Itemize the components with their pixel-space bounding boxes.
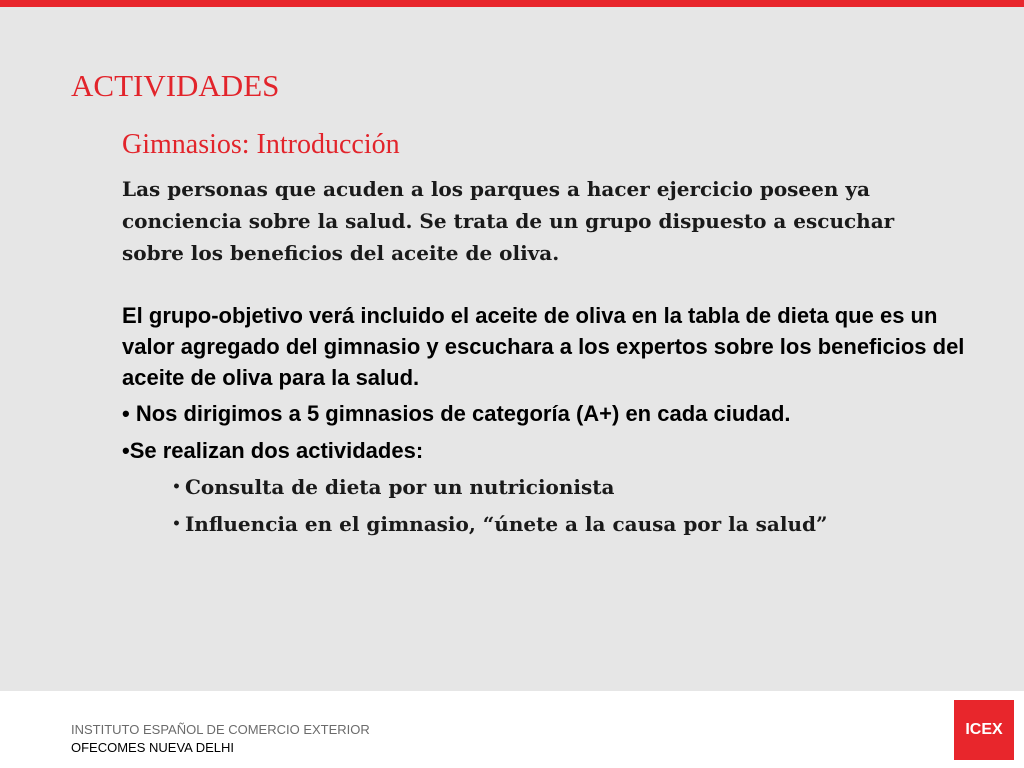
footer-office: OFECOMES NUEVA DELHI <box>71 740 235 755</box>
paragraph-target-group: El grupo-objetivo verá incluido el aceite de oliva en la tabla de dieta que es un valor agregado del gimnasio y escuchara a los expertos sobre los beneficios del aceite de oliva para la salud. <box>122 303 965 390</box>
bullet-activities: •Se realizan dos actividades: <box>122 438 424 463</box>
bullet-dot-icon: • <box>172 479 181 495</box>
slide-subtitle: Gimnasios: Introducción <box>122 129 400 160</box>
sub-bullet-text: Consulta de dieta por un nutricionista <box>184 475 615 499</box>
sub-bullet-item <box>172 509 992 539</box>
icex-logo: ICEX <box>954 700 1014 760</box>
footer <box>0 691 1024 768</box>
top-accent-bar <box>0 0 1024 7</box>
bullet-gyms: • Nos dirigimos a 5 gimnasios de categoría (A+) en cada ciudad. <box>122 401 791 426</box>
paragraph-intro: Las personas que acuden a los parques a hacer ejercicio poseen ya conciencia sobre la salud. Se trata de un grupo dispuesto a escuchar sobre los beneficios del aceite de oliva. <box>122 177 895 265</box>
slide-title: ACTIVIDADES <box>71 68 280 103</box>
footer-institute: INSTITUTO ESPAÑOL DE COMERCIO EXTERIOR <box>71 722 370 737</box>
sub-bullet-text: Influencia en el gimnasio, “únete a la causa por la salud” <box>184 512 828 536</box>
bullet-dot-icon: • <box>172 516 181 532</box>
sub-bullet-item <box>172 472 992 502</box>
